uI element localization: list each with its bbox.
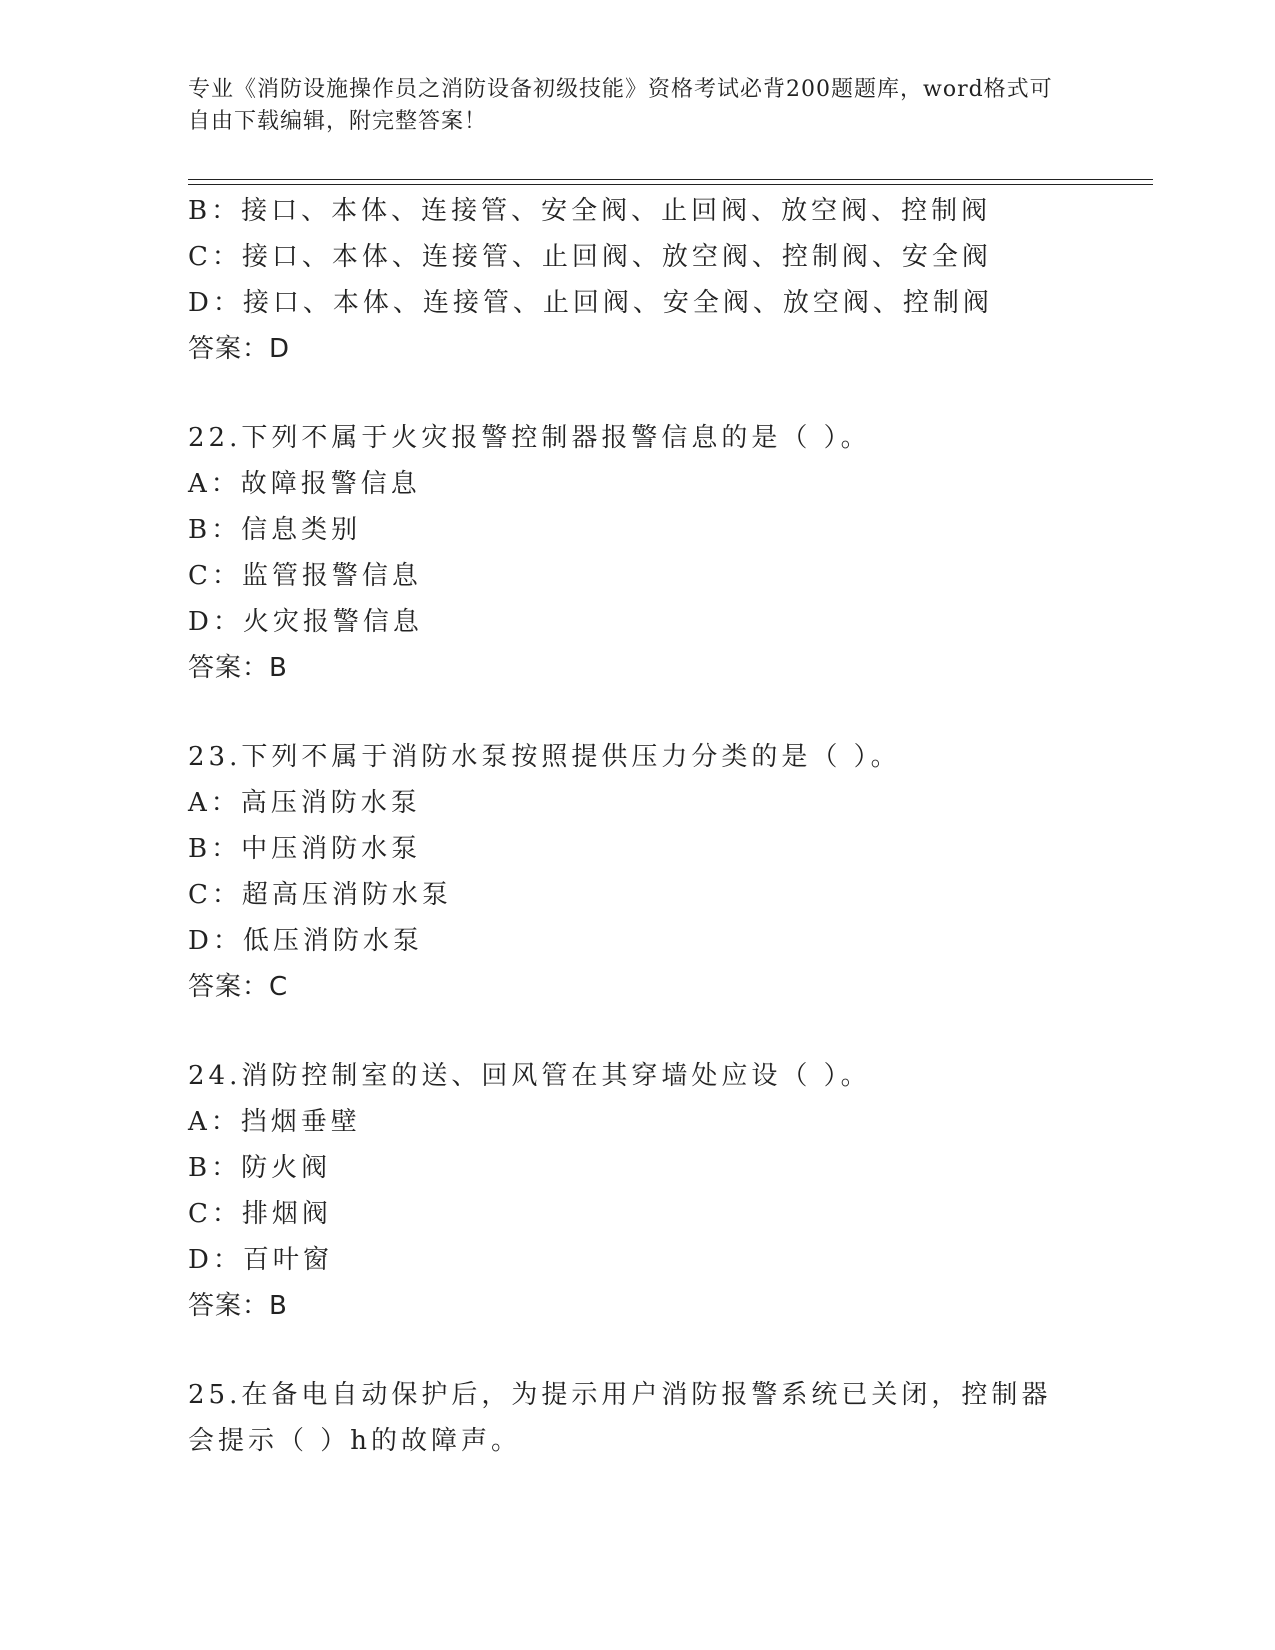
option-a: A：挡烟垂壁: [188, 1107, 361, 1137]
question-block-21: [188, 188, 1088, 372]
option-c: C：接口、本体、连接管、止回阀、放空阀、控制阀、安全阀: [188, 242, 992, 272]
option-b: B：接口、本体、连接管、安全阀、止回阀、放空阀、控制阀: [188, 196, 992, 226]
option-c: C：超高压消防水泵: [188, 880, 452, 910]
answer-line: 答案：B: [188, 1291, 288, 1321]
option-d: D：低压消防水泵: [188, 926, 423, 956]
question-list: [188, 188, 1088, 1464]
answer-line: 答案：B: [188, 653, 288, 683]
question-text: 25.在备电自动保护后，为提示用户消防报警系统已关闭，控制器会提示（ ）h的故障声。: [188, 1380, 1052, 1456]
option-a: A：故障报警信息: [188, 469, 421, 499]
question-block-22: [188, 415, 1088, 691]
question-block-25: [188, 1372, 1088, 1464]
question-text: 24.消防控制室的送、回风管在其穿墙处应设（ ）。: [188, 1061, 871, 1091]
question-block-24: [188, 1053, 1088, 1329]
option-c: C：监管报警信息: [188, 561, 422, 591]
option-b: B：防火阀: [188, 1153, 332, 1183]
question-text: 23.下列不属于消防水泵按照提供压力分类的是（ ）。: [188, 742, 901, 772]
option-d: D：百叶窗: [188, 1245, 333, 1275]
question-block-23: [188, 734, 1088, 1010]
option-d: D：接口、本体、连接管、止回阀、安全阀、放空阀、控制阀: [188, 288, 993, 318]
option-d: D：火灾报警信息: [188, 607, 423, 637]
option-b: B：中压消防水泵: [188, 834, 422, 864]
question-text: 22.下列不属于火灾报警控制器报警信息的是（ ）。: [188, 423, 871, 453]
header-rule-bottom: [188, 184, 1153, 185]
option-b: B：信息类别: [188, 515, 362, 545]
option-c: C：排烟阀: [188, 1199, 332, 1229]
answer-line: 答案：C: [188, 972, 289, 1002]
header-rule-top: [188, 179, 1153, 180]
document-header: 专业《消防设施操作员之消防设备初级技能》资格考试必背200题题库，word格式可自由下载编辑，附完整答案！: [188, 77, 1053, 134]
answer-line: 答案：D: [188, 334, 291, 364]
option-a: A：高压消防水泵: [188, 788, 421, 818]
